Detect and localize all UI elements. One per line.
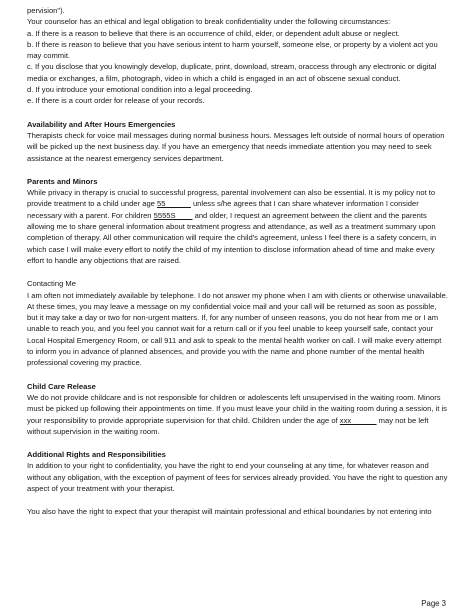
contact-body: I am often not immediately available by telephone. I do not answer my phone when I am with clients or otherwise unavailable. At these times, you may leave a message on my confidential voice mail and your call will be returned as soon as possible, but it may take a day or two for non-urgent matters. If, for any number of unseen reasons, you do not hear from me or I am unable to reach you, and you feel you cannot wait for a return call or if you feel unable to keep yourself safe, contact your Local Hospital Emergency Room, or call 911 and ask to speak to the mental health worker on call. I will make every attempt to inform you in advance of planned absences, and provide you with the name and phone number of the mental health professional covering my practice. bbox=[27, 290, 448, 368]
exception-item-d: d. If you introduce your emotional condition into a legal proceeding. bbox=[27, 85, 253, 95]
page-number: Page 3 bbox=[421, 599, 446, 608]
exception-item-a: a. If there is a reason to believe that there is an occurrence of child, elder, or dependent adult abuse or neglect. bbox=[27, 28, 400, 38]
availability-heading: Availability and After Hours Emergencies bbox=[27, 119, 176, 129]
parents-heading: Parents and Minors bbox=[27, 176, 98, 186]
exception-item-c: c. If you disclose that you knowingly develop, duplicate, print, download, stream, oraccess through any electronic or digital media or exchanges, a film, photograph, video in which a child is engaged in an act of obscene sexual conduct. bbox=[27, 62, 437, 83]
parents-body bbox=[27, 187, 448, 266]
parents-text-3: and older, I request an agreement between the client and the parents allowing me to share general information about treatment progress and attendance, as well as a treatment summary upon completion of therapy. All other communication will require the child's agreement, unless I feel there is a safety concern, in which case I will make every effort to notify the child of my intention to disclose information ahead of time and make every effort to handle any objections that are raised. bbox=[27, 210, 437, 265]
childcare-text-2: may not be left without supervision in the waiting room. bbox=[27, 415, 429, 436]
childcare-text-1: We do not provide childcare and is not responsible for children or adolescents left unsupervised in the waiting room. Minors must be picked up following their appointments on time. If you must leave your child in the waiting room during a session, it is your responsibility to provide appropriate supervision for that child. Children under the age of bbox=[27, 392, 447, 425]
supervision-age-field: xxx______ bbox=[339, 415, 377, 425]
parents-text-2: unless s/he agrees that I can share whatever information I consider necessary with a parent. For children bbox=[27, 199, 419, 220]
childcare-heading: Child Care Release bbox=[27, 381, 96, 391]
contact-heading: Contacting Me bbox=[27, 279, 76, 289]
minor-age-field: 55______ bbox=[157, 199, 191, 209]
rights-body: In addition to your right to confidentiality, you have the right to end your counseling at any time, for whatever reason and without any obligation, with the exception of payment of fees for services already provided. You have the right to question any aspect of your treatment with your therapist. bbox=[27, 461, 448, 493]
availability-body: Therapists check for voice mail messages during normal business hours. Messages left outside of normal hours of operation will be picked up the next business day. If you have an emergency that needs immediate attention you may need to seek assistance at the nearest emergency services department. bbox=[27, 130, 445, 163]
confidentiality-lead: Your counselor has an ethical and legal obligation to break confidentiality under the following circumstances: bbox=[27, 17, 391, 27]
rights-body-continued: You also have the right to expect that your therapist will maintain professional and ethical boundaries by not entering into bbox=[27, 507, 432, 517]
childcare-body bbox=[27, 392, 448, 437]
exception-item-b: b. If there is reason to believe that you have serious intent to harm yourself, someone else, or property by a violent act you may commit. bbox=[27, 39, 438, 61]
exception-item-e: e. If there is a court order for release of your records. bbox=[27, 96, 205, 106]
rights-heading: Additional Rights and Responsibilities bbox=[27, 450, 166, 460]
agreement-age-field: 5555S____ bbox=[153, 210, 193, 220]
parents-text-1: While privacy in therapy is crucial to successful progress, parental involvement can also be essential. It is my policy not to provide treatment to a child under age bbox=[27, 188, 436, 209]
continuation-text: pervision"). bbox=[27, 6, 65, 15]
